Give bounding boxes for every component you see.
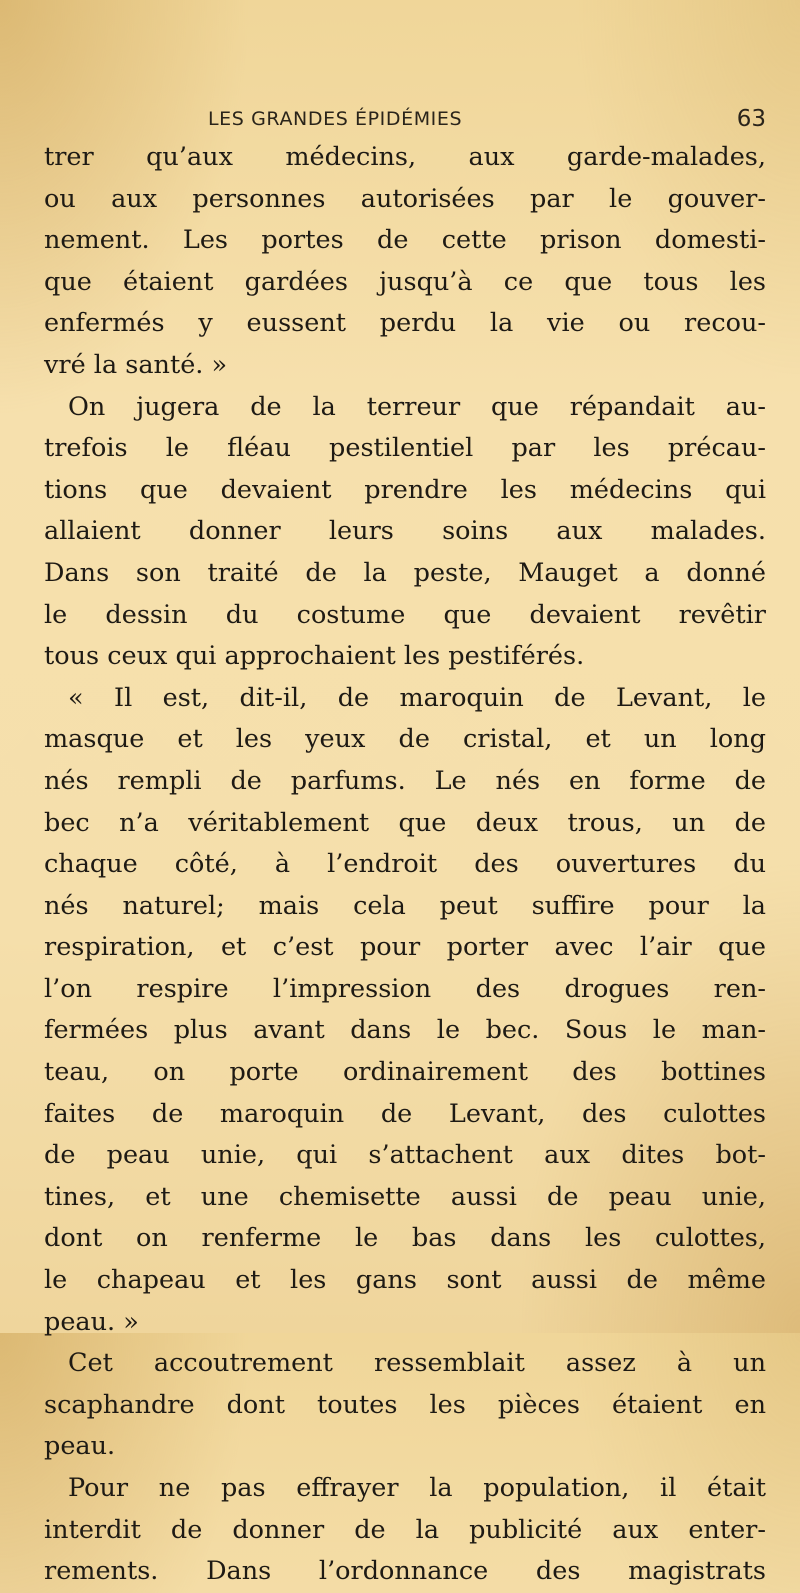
text-line: le dessin du costume que devaient revêtir	[44, 599, 766, 630]
page-number: 63	[736, 106, 766, 132]
text-line: interdit de donner de la publicité aux enter-	[44, 1514, 766, 1545]
text-line: On jugera de la terreur que répandait au-	[68, 391, 766, 422]
text-line: teau, on porte ordinairement des bottines	[44, 1057, 766, 1088]
text-line: bec n’a véritablement que deux trous, un de	[44, 807, 766, 838]
text-line: dont on renferme le bas dans les culottes,	[44, 1223, 766, 1254]
text-line: trer qu’aux médecins, aux garde-malades,	[44, 142, 766, 172]
text-line: ou aux personnes autorisées par le gouver-	[44, 183, 766, 214]
text-line: allaient donner leurs soins aux malades.	[44, 516, 766, 547]
text-line: le chapeau et les gans sont aussi de même	[44, 1265, 766, 1296]
text-line: rements. Dans l’ordonnance des magistrats	[44, 1556, 766, 1587]
text-line: que étaient gardées jusqu’à ce que tous les	[44, 266, 766, 297]
text-line: peau. »	[44, 1306, 139, 1337]
text-line: Cet accoutrement ressemblait assez à un	[68, 1348, 766, 1379]
text-line: Pour ne pas effrayer la population, il était	[68, 1473, 766, 1503]
text-line: l’on respire l’impression des drogues ren-	[44, 973, 766, 1004]
text-line: nement. Les portes de cette prison domesti-	[44, 225, 766, 256]
text-line: nés naturel; mais cela peut suffire pour la	[44, 890, 766, 921]
text-line: enfermés y eussent perdu la vie ou recou-	[44, 308, 766, 339]
running-title: LES GRANDES ÉPIDÉMIES	[208, 108, 463, 130]
text-line: Dans son traité de la peste, Mauget a donné	[44, 557, 766, 588]
running-header	[44, 108, 766, 138]
text-line: « Il est, dit-il, de maroquin de Levant, le	[68, 682, 766, 713]
text-line: peau.	[44, 1431, 116, 1462]
text-line: vré la santé. »	[44, 349, 228, 380]
text-line: tines, et une chemisette aussi de peau unie,	[44, 1181, 766, 1212]
text-line: chaque côté, à l’endroit des ouvertures du	[44, 849, 766, 880]
text-line: de peau unie, qui s’attachent aux dites bot-	[44, 1140, 766, 1171]
text-line: trefois le fléau pestilentiel par les précau-	[44, 433, 766, 464]
text-line: tions que devaient prendre les médecins qui	[44, 474, 766, 505]
text-line: faites de maroquin de Levant, des culottes	[44, 1098, 766, 1129]
text-line: tous ceux qui approchaient les pestiférés.	[44, 641, 585, 672]
body-text	[44, 137, 766, 1593]
text-line: fermées plus avant dans le bec. Sous le man-	[44, 1015, 766, 1046]
text-line: scaphandre dont toutes les pièces étaient en	[44, 1389, 766, 1420]
text-line: nés rempli de parfums. Le nés en forme de	[44, 765, 766, 796]
text-line: respiration, et c’est pour porter avec l’air que	[44, 932, 766, 963]
text-line: masque et les yeux de cristal, et un long	[44, 724, 766, 755]
